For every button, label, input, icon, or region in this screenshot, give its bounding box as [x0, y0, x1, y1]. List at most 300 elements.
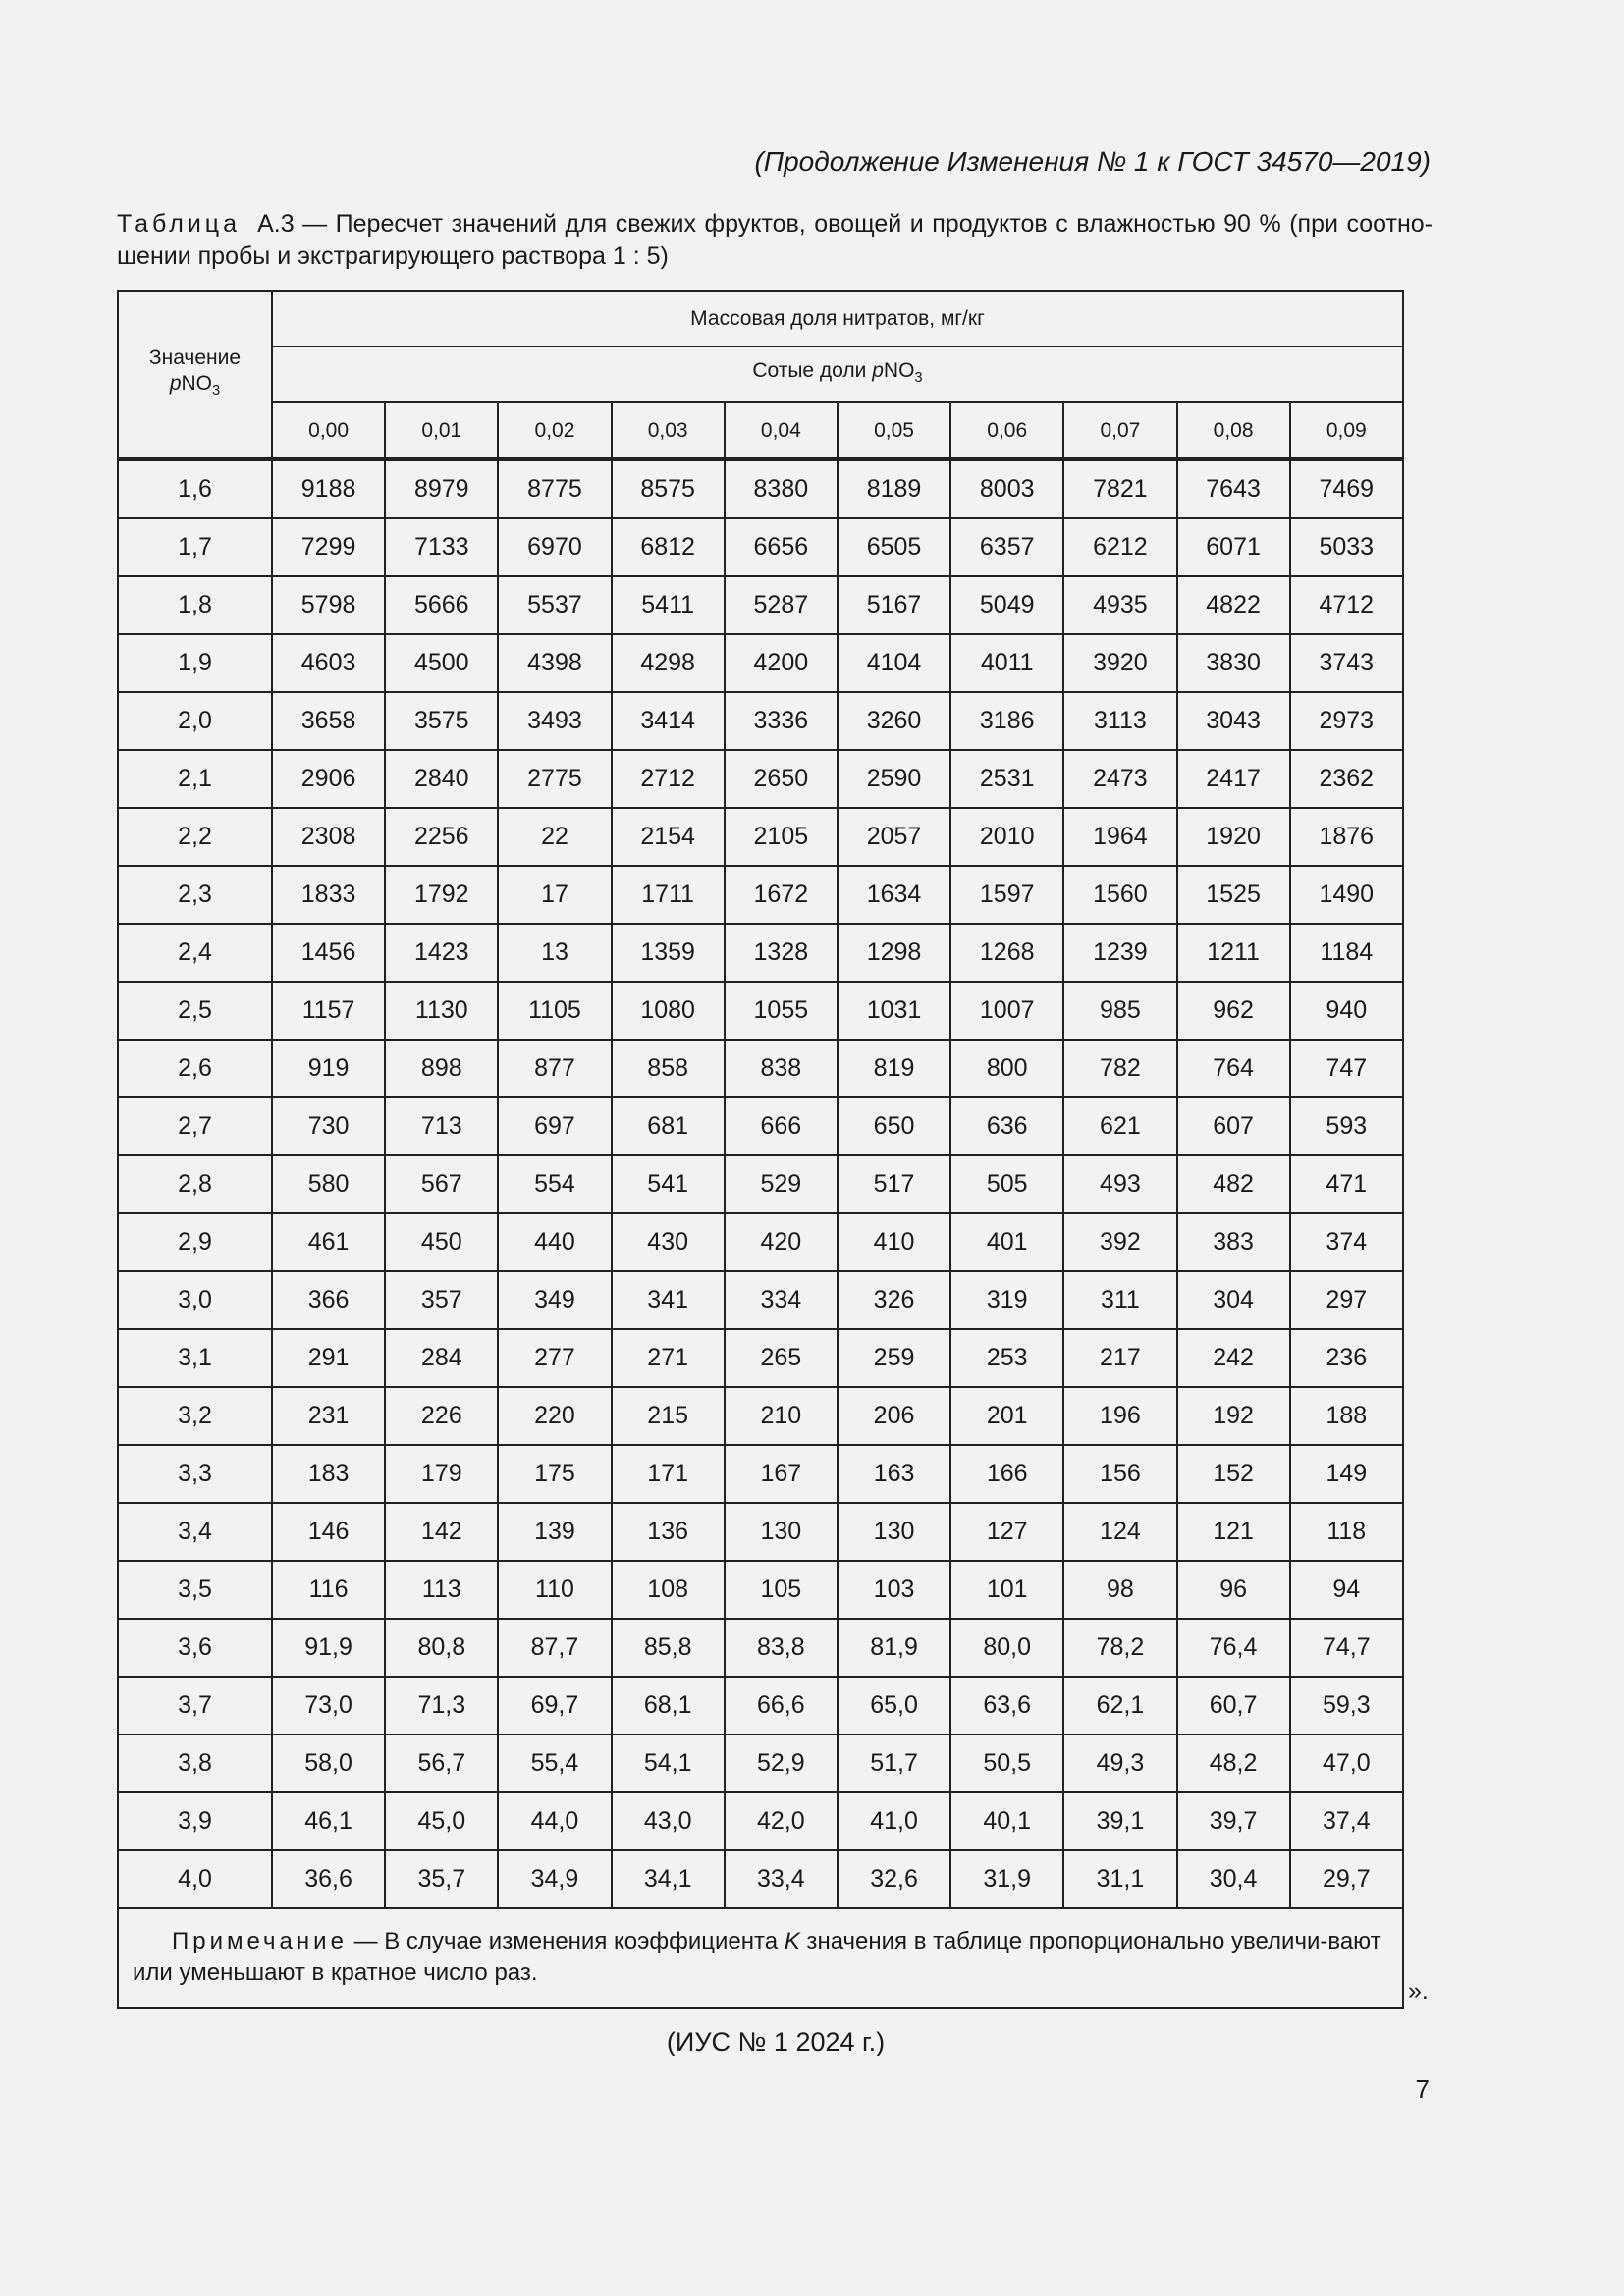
- table-cell: 1634: [838, 866, 950, 924]
- table-cell: 898: [385, 1040, 498, 1097]
- table-cell: 1268: [950, 924, 1063, 982]
- table-cell: 124: [1063, 1503, 1176, 1561]
- table-cell: 166: [950, 1445, 1063, 1503]
- table-cell: 105: [725, 1561, 838, 1619]
- table-cell: 85,8: [612, 1619, 725, 1677]
- table-cell: 2308: [272, 808, 385, 866]
- table-cell: 6970: [498, 518, 611, 576]
- table-cell: 3260: [838, 692, 950, 750]
- table-cell: 41,0: [838, 1792, 950, 1850]
- table-cell: 179: [385, 1445, 498, 1503]
- table-cell: 593: [1290, 1097, 1403, 1155]
- table-row: [118, 518, 1403, 576]
- table-cell: 183: [272, 1445, 385, 1503]
- table-cell: 167: [725, 1445, 838, 1503]
- table-cell: 297: [1290, 1271, 1403, 1329]
- table-cell: 2840: [385, 750, 498, 808]
- row-label: 3,8: [118, 1735, 272, 1792]
- table-cell: 1080: [612, 982, 725, 1040]
- table-cell: 55,4: [498, 1735, 611, 1792]
- footer-ius: (ИУС № 1 2024 г.): [666, 2027, 886, 2056]
- table-cell: 681: [612, 1097, 725, 1155]
- table-cell: 1328: [725, 924, 838, 982]
- table-cell: 5033: [1290, 518, 1403, 576]
- table-cell: 171: [612, 1445, 725, 1503]
- table-cell: 877: [498, 1040, 611, 1097]
- row-header-sub: 3: [212, 383, 221, 400]
- table-cell: 259: [838, 1329, 950, 1387]
- column-header: 0,00: [272, 402, 385, 459]
- table-cell: 142: [385, 1503, 498, 1561]
- table-caption: [117, 208, 1433, 273]
- table-cell: 6071: [1177, 518, 1290, 576]
- table-cell: 6812: [612, 518, 725, 576]
- table-cell: 206: [838, 1387, 950, 1445]
- table-cell: 2362: [1290, 750, 1403, 808]
- table-cell: 4500: [385, 634, 498, 692]
- column-header: 0,09: [1290, 402, 1403, 459]
- table-cell: 73,0: [272, 1677, 385, 1735]
- table-cell: 4200: [725, 634, 838, 692]
- row-label: 4,0: [118, 1850, 272, 1908]
- table-cell: 919: [272, 1040, 385, 1097]
- table-cell: 1560: [1063, 866, 1176, 924]
- row-label: 3,2: [118, 1387, 272, 1445]
- table-cell: 1211: [1177, 924, 1290, 982]
- table-cell: 3113: [1063, 692, 1176, 750]
- table-cell: 56,7: [385, 1735, 498, 1792]
- table-cell: 1490: [1290, 866, 1403, 924]
- table-row: [118, 1155, 1403, 1213]
- table-cell: 76,4: [1177, 1619, 1290, 1677]
- table-cell: 39,1: [1063, 1792, 1176, 1850]
- table-cell: 2650: [725, 750, 838, 808]
- table-cell: 1525: [1177, 866, 1290, 924]
- row-header-var: p: [169, 371, 182, 395]
- table-cell: 4298: [612, 634, 725, 692]
- table-cell: 4104: [838, 634, 950, 692]
- table-cell: 8575: [612, 459, 725, 518]
- table-cell: 838: [725, 1040, 838, 1097]
- table-row: [118, 1792, 1403, 1850]
- column-header: 0,05: [838, 402, 950, 459]
- running-head: (Продолжение Изменения № 1 к ГОСТ 34570—2019): [754, 146, 1431, 177]
- table-cell: 304: [1177, 1271, 1290, 1329]
- table-cell: 621: [1063, 1097, 1176, 1155]
- table-cell: 130: [725, 1503, 838, 1561]
- table-cell: 2775: [498, 750, 611, 808]
- table-cell: 192: [1177, 1387, 1290, 1445]
- table-cell: 1130: [385, 982, 498, 1040]
- table-cell: 1964: [1063, 808, 1176, 866]
- table-cell: 3830: [1177, 634, 1290, 692]
- table-cell: 31,1: [1063, 1850, 1176, 1908]
- table-cell: 1055: [725, 982, 838, 1040]
- table-cell: 37,4: [1290, 1792, 1403, 1850]
- table-row: [118, 982, 1403, 1040]
- column-header: 0,04: [725, 402, 838, 459]
- table-cell: 156: [1063, 1445, 1176, 1503]
- table-cell: 58,0: [272, 1735, 385, 1792]
- table-cell: 48,2: [1177, 1735, 1290, 1792]
- row-header-base: NO: [181, 371, 212, 395]
- row-label: 2,7: [118, 1097, 272, 1155]
- table-cell: 45,0: [385, 1792, 498, 1850]
- table-cell: 1792: [385, 866, 498, 924]
- table-cell: 8775: [498, 459, 611, 518]
- table-cell: 59,3: [1290, 1677, 1403, 1735]
- table-cell: 136: [612, 1503, 725, 1561]
- table-row: [118, 1503, 1403, 1561]
- table-cell: 5287: [725, 576, 838, 634]
- table-cell: 607: [1177, 1097, 1290, 1155]
- table-cell: 7643: [1177, 459, 1290, 518]
- table-cell: 34,9: [498, 1850, 611, 1908]
- table-cell: 81,9: [838, 1619, 950, 1677]
- note-label: Примечание: [172, 1928, 348, 1954]
- table-cell: 253: [950, 1329, 1063, 1387]
- table-cell: 493: [1063, 1155, 1176, 1213]
- table-row: [118, 634, 1403, 692]
- table-cell: 35,7: [385, 1850, 498, 1908]
- table-cell: 113: [385, 1561, 498, 1619]
- row-header-cell: [118, 291, 272, 459]
- table-cell: 63,6: [950, 1677, 1063, 1735]
- table-cell: 1876: [1290, 808, 1403, 866]
- table-cell: 1597: [950, 866, 1063, 924]
- row-label: 1,6: [118, 459, 272, 518]
- caption-label: Таблица: [117, 210, 242, 238]
- table-cell: 4822: [1177, 576, 1290, 634]
- table-cell: 68,1: [612, 1677, 725, 1735]
- table-cell: 4935: [1063, 576, 1176, 634]
- table-row: [118, 1677, 1403, 1735]
- table-cell: 1031: [838, 982, 950, 1040]
- table-cell: 636: [950, 1097, 1063, 1155]
- table-cell: 782: [1063, 1040, 1176, 1097]
- row-label: 2,1: [118, 750, 272, 808]
- table-cell: 1920: [1177, 808, 1290, 866]
- table-cell: 529: [725, 1155, 838, 1213]
- table-cell: 220: [498, 1387, 611, 1445]
- table-row: [118, 1735, 1403, 1792]
- table-cell: 1239: [1063, 924, 1176, 982]
- table-cell: 7133: [385, 518, 498, 576]
- table-cell: 541: [612, 1155, 725, 1213]
- table-cell: 65,0: [838, 1677, 950, 1735]
- subgroup-header-base: NO: [883, 358, 915, 382]
- table-cell: 1105: [498, 982, 611, 1040]
- table-cell: 139: [498, 1503, 611, 1561]
- subgroup-header-sub: 3: [914, 370, 923, 387]
- table-cell: 96: [1177, 1561, 1290, 1619]
- table-row: [118, 1097, 1403, 1155]
- table-cell: 43,0: [612, 1792, 725, 1850]
- table-cell: 3575: [385, 692, 498, 750]
- table-cell: 2531: [950, 750, 1063, 808]
- table-cell: 2906: [272, 750, 385, 808]
- table-cell: 697: [498, 1097, 611, 1155]
- table-cell: 4011: [950, 634, 1063, 692]
- table-cell: 118: [1290, 1503, 1403, 1561]
- table-cell: 5049: [950, 576, 1063, 634]
- row-label: 3,3: [118, 1445, 272, 1503]
- table-row: [118, 576, 1403, 634]
- table-cell: 450: [385, 1213, 498, 1271]
- table-row: [118, 866, 1403, 924]
- column-header: 0,01: [385, 402, 498, 459]
- table-cell: 215: [612, 1387, 725, 1445]
- table-cell: 2417: [1177, 750, 1290, 808]
- row-label: 2,2: [118, 808, 272, 866]
- table-cell: 196: [1063, 1387, 1176, 1445]
- table-cell: 1184: [1290, 924, 1403, 982]
- table-cell: 5798: [272, 576, 385, 634]
- table-cell: 44,0: [498, 1792, 611, 1850]
- table-cell: 2473: [1063, 750, 1176, 808]
- table-cell: 110: [498, 1561, 611, 1619]
- table-cell: 858: [612, 1040, 725, 1097]
- closing-quote: ».: [1408, 1977, 1429, 2004]
- row-label: 3,7: [118, 1677, 272, 1735]
- column-header: 0,08: [1177, 402, 1290, 459]
- table-cell: 217: [1063, 1329, 1176, 1387]
- row-header-prefix: Значение: [148, 346, 242, 369]
- row-label: 2,6: [118, 1040, 272, 1097]
- table-cell: 121: [1177, 1503, 1290, 1561]
- table-cell: 554: [498, 1155, 611, 1213]
- table-cell: 51,7: [838, 1735, 950, 1792]
- table-cell: 265: [725, 1329, 838, 1387]
- table-cell: 7821: [1063, 459, 1176, 518]
- table-row: [118, 1387, 1403, 1445]
- table-cell: 62,1: [1063, 1677, 1176, 1735]
- table-cell: 22: [498, 808, 611, 866]
- table-cell: 7299: [272, 518, 385, 576]
- table-cell: 8003: [950, 459, 1063, 518]
- row-label: 3,4: [118, 1503, 272, 1561]
- table-cell: 3336: [725, 692, 838, 750]
- table-cell: 985: [1063, 982, 1176, 1040]
- table-cell: 39,7: [1177, 1792, 1290, 1850]
- table-cell: 54,1: [612, 1735, 725, 1792]
- table-cell: 940: [1290, 982, 1403, 1040]
- table-cell: 5537: [498, 576, 611, 634]
- table-cell: 3186: [950, 692, 1063, 750]
- table-cell: 517: [838, 1155, 950, 1213]
- table-cell: 1359: [612, 924, 725, 982]
- table-cell: 271: [612, 1329, 725, 1387]
- table-cell: 341: [612, 1271, 725, 1329]
- table-row: [118, 1445, 1403, 1503]
- table-cell: 8189: [838, 459, 950, 518]
- table-cell: 5666: [385, 576, 498, 634]
- table-cell: 3043: [1177, 692, 1290, 750]
- table-cell: 60,7: [1177, 1677, 1290, 1735]
- table-cell: 201: [950, 1387, 1063, 1445]
- table-cell: 33,4: [725, 1850, 838, 1908]
- note-var: K: [784, 1928, 800, 1954]
- table-cell: 440: [498, 1213, 611, 1271]
- row-label: 2,4: [118, 924, 272, 982]
- table-cell: 2256: [385, 808, 498, 866]
- table-cell: 764: [1177, 1040, 1290, 1097]
- table-cell: 40,1: [950, 1792, 1063, 1850]
- table-cell: 69,7: [498, 1677, 611, 1735]
- table-cell: 284: [385, 1329, 498, 1387]
- table-cell: 747: [1290, 1040, 1403, 1097]
- row-label: 1,9: [118, 634, 272, 692]
- table-cell: 410: [838, 1213, 950, 1271]
- table-cell: 94: [1290, 1561, 1403, 1619]
- table-cell: 567: [385, 1155, 498, 1213]
- table-cell: 2057: [838, 808, 950, 866]
- table-cell: 210: [725, 1387, 838, 1445]
- table-cell: 1672: [725, 866, 838, 924]
- table-cell: 392: [1063, 1213, 1176, 1271]
- note-text-after: значения в таблице пропорционально увеличи-вают или уменьшают в кратное число раз.: [133, 1928, 1381, 1986]
- row-label: 2,3: [118, 866, 272, 924]
- table-cell: 13: [498, 924, 611, 982]
- row-label: 2,9: [118, 1213, 272, 1271]
- table-cell: 4398: [498, 634, 611, 692]
- note-text-before: — В случае изменения коэффициента: [347, 1928, 785, 1954]
- table-cell: 2010: [950, 808, 1063, 866]
- table-cell: 80,8: [385, 1619, 498, 1677]
- table-cell: 5411: [612, 576, 725, 634]
- table-cell: 152: [1177, 1445, 1290, 1503]
- table-cell: 42,0: [725, 1792, 838, 1850]
- table-cell: 357: [385, 1271, 498, 1329]
- table-cell: 3658: [272, 692, 385, 750]
- table-cell: 420: [725, 1213, 838, 1271]
- table-cell: 291: [272, 1329, 385, 1387]
- table-cell: 319: [950, 1271, 1063, 1329]
- table-cell: 3493: [498, 692, 611, 750]
- table-cell: 311: [1063, 1271, 1176, 1329]
- table-cell: 130: [838, 1503, 950, 1561]
- table-cell: 34,1: [612, 1850, 725, 1908]
- table-cell: 2154: [612, 808, 725, 866]
- table-cell: 83,8: [725, 1619, 838, 1677]
- table-cell: 36,6: [272, 1850, 385, 1908]
- table-cell: 116: [272, 1561, 385, 1619]
- table-cell: 1157: [272, 982, 385, 1040]
- table-cell: 2105: [725, 808, 838, 866]
- table-cell: 2973: [1290, 692, 1403, 750]
- table-cell: 47,0: [1290, 1735, 1403, 1792]
- table-cell: 91,9: [272, 1619, 385, 1677]
- table-cell: 277: [498, 1329, 611, 1387]
- table-cell: 49,3: [1063, 1735, 1176, 1792]
- table-cell: 650: [838, 1097, 950, 1155]
- table-cell: 6357: [950, 518, 1063, 576]
- table-cell: 482: [1177, 1155, 1290, 1213]
- note-row: [118, 1908, 1403, 2008]
- table-cell: 6505: [838, 518, 950, 576]
- table-row: [118, 1561, 1403, 1619]
- column-header: 0,06: [950, 402, 1063, 459]
- note-cell: [118, 1908, 1403, 2008]
- table-row: [118, 808, 1403, 866]
- table-cell: 401: [950, 1213, 1063, 1271]
- table-cell: 163: [838, 1445, 950, 1503]
- row-label: 3,1: [118, 1329, 272, 1387]
- table-cell: 50,5: [950, 1735, 1063, 1792]
- table-cell: 80,0: [950, 1619, 1063, 1677]
- table-cell: 366: [272, 1271, 385, 1329]
- table-cell: 666: [725, 1097, 838, 1155]
- table-cell: 7469: [1290, 459, 1403, 518]
- row-label: 1,7: [118, 518, 272, 576]
- row-label: 2,5: [118, 982, 272, 1040]
- table-cell: 1833: [272, 866, 385, 924]
- table-cell: 800: [950, 1040, 1063, 1097]
- table-row: [118, 1619, 1403, 1677]
- table-cell: 108: [612, 1561, 725, 1619]
- caption-text: — Пересчет значений для свежих фруктов, овощей и продуктов с влажностью 90 % (при соотно-шении пробы и экстрагирующего раствора 1 : 5): [117, 210, 1433, 270]
- subgroup-header-prefix: Сотые доли: [752, 358, 873, 382]
- table-cell: 66,6: [725, 1677, 838, 1735]
- column-header: 0,07: [1063, 402, 1176, 459]
- table-cell: 713: [385, 1097, 498, 1155]
- column-header: 0,03: [612, 402, 725, 459]
- table-cell: 103: [838, 1561, 950, 1619]
- table-cell: 326: [838, 1271, 950, 1329]
- table-cell: 2712: [612, 750, 725, 808]
- table-cell: 3414: [612, 692, 725, 750]
- table-row: [118, 924, 1403, 982]
- table-cell: 819: [838, 1040, 950, 1097]
- subgroup-header-var: p: [872, 358, 884, 382]
- row-label: 3,6: [118, 1619, 272, 1677]
- table-row: [118, 1040, 1403, 1097]
- caption-number: А.3: [257, 210, 295, 238]
- table-cell: 8979: [385, 459, 498, 518]
- table-cell: 3920: [1063, 634, 1176, 692]
- nitrate-table: [117, 290, 1404, 2009]
- table-row: [118, 1271, 1403, 1329]
- table-cell: 471: [1290, 1155, 1403, 1213]
- table-cell: 30,4: [1177, 1850, 1290, 1908]
- table-row: [118, 1850, 1403, 1908]
- table-cell: 1423: [385, 924, 498, 982]
- table-cell: 1456: [272, 924, 385, 982]
- column-header-row: [118, 402, 1403, 459]
- table-cell: 461: [272, 1213, 385, 1271]
- page-number: 7: [1415, 2074, 1430, 2104]
- table-cell: 349: [498, 1271, 611, 1329]
- row-label: 3,5: [118, 1561, 272, 1619]
- table-cell: 231: [272, 1387, 385, 1445]
- table-row: [118, 459, 1403, 518]
- row-label: 2,0: [118, 692, 272, 750]
- table-cell: 580: [272, 1155, 385, 1213]
- table-cell: 149: [1290, 1445, 1403, 1503]
- table-cell: 188: [1290, 1387, 1403, 1445]
- table-cell: 962: [1177, 982, 1290, 1040]
- table-cell: 127: [950, 1503, 1063, 1561]
- table-row: [118, 692, 1403, 750]
- table-row: [118, 750, 1403, 808]
- table-cell: 9188: [272, 459, 385, 518]
- table-cell: 8380: [725, 459, 838, 518]
- row-label: 3,0: [118, 1271, 272, 1329]
- table-cell: 4603: [272, 634, 385, 692]
- table-cell: 146: [272, 1503, 385, 1561]
- table-cell: 226: [385, 1387, 498, 1445]
- table-cell: 3743: [1290, 634, 1403, 692]
